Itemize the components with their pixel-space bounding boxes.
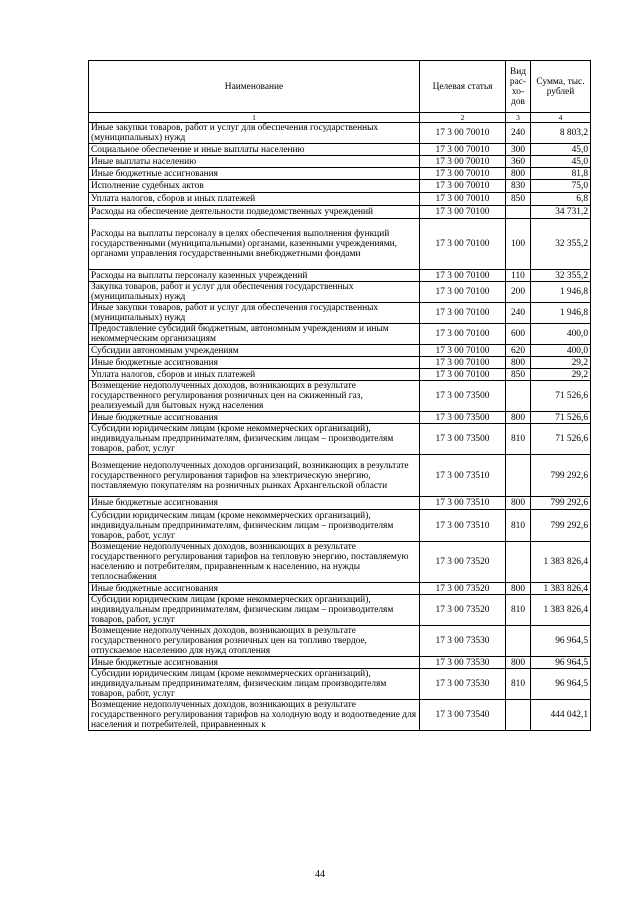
row-sum: 29,2 [531,369,591,381]
row-name: Иные бюджетные ассигнования [89,583,420,595]
row-name: Иные бюджетные ассигнования [89,497,420,510]
table-row [89,282,591,303]
header-target-item: Целевая статья [420,61,506,113]
row-expense-type: 600 [506,324,531,345]
row-expense-type: 810 [506,595,531,626]
row-sum: 1 946,8 [531,303,591,324]
row-expense-type: 850 [506,369,531,381]
row-target-item: 17 3 00 70100 [420,270,506,282]
row-expense-type [506,626,531,657]
row-name: Предоставление субсидий бюджетным, автономным учреждениям и иным некоммерческим организациям [89,324,420,345]
row-name: Уплата налогов, сборов и иных платежей [89,369,420,381]
column-number: 2 [420,113,506,123]
row-expense-type: 850 [506,193,531,206]
header-name: Наименование [89,61,420,113]
column-number: 3 [506,113,531,123]
column-number: 1 [89,113,420,123]
header-sum: Сумма, тыс. рублей [531,61,591,113]
row-sum: 1 383 826,4 [531,595,591,626]
row-expense-type: 800 [506,497,531,510]
row-sum: 400,0 [531,324,591,345]
row-target-item: 17 3 00 70010 [420,156,506,168]
table-row [89,510,591,542]
row-expense-type: 800 [506,168,531,180]
row-name: Субсидии юридическим лицам (кроме некоммерческих организаций), индивидуальным предпринимателям, физическим лицам – производителям товаров, работ, услуг [89,595,420,626]
row-expense-type: 810 [506,424,531,455]
row-target-item: 17 3 00 73510 [420,510,506,542]
table-row [89,193,591,206]
table-row [89,412,591,424]
row-sum: 799 292,6 [531,510,591,542]
row-expense-type: 620 [506,345,531,357]
row-target-item: 17 3 00 70100 [420,303,506,324]
row-expense-type: 100 [506,219,531,270]
row-expense-type: 800 [506,357,531,369]
row-target-item: 17 3 00 70010 [420,144,506,156]
row-name: Иные бюджетные ассигнования [89,357,420,369]
table-row [89,219,591,270]
row-target-item: 17 3 00 73530 [420,626,506,657]
row-sum: 96 964,5 [531,657,591,669]
row-sum: 1 946,8 [531,282,591,303]
table-row [89,168,591,180]
row-name: Субсидии юридическим лицам (кроме некоммерческих организаций), индивидуальным предпринимателям, физическим лицам производителям товаров, работ, услуг [89,669,420,700]
table-row [89,270,591,282]
table-row [89,700,591,731]
table-row [89,303,591,324]
row-name: Расходы на выплаты персоналу казенных учреждений [89,270,420,282]
table-row [89,583,591,595]
row-sum: 400,0 [531,345,591,357]
row-name: Субсидии автономным учреждениям [89,345,420,357]
row-name: Расходы на выплаты персоналу в целях обеспечения выполнения функций государственными (муниципальными) органами, казенными учреждениями, органами управления государственными внебюджетными фондами [89,219,420,270]
row-sum: 45,0 [531,156,591,168]
row-sum: 34 731,2 [531,206,591,219]
row-target-item: 17 3 00 73530 [420,669,506,700]
row-expense-type [506,700,531,731]
row-sum: 71 526,6 [531,381,591,412]
table-row [89,595,591,626]
row-expense-type: 300 [506,144,531,156]
table-row [89,542,591,583]
row-sum: 799 292,6 [531,497,591,510]
row-target-item: 17 3 00 73500 [420,424,506,455]
row-sum: 75,0 [531,180,591,193]
row-target-item: 17 3 00 70100 [420,219,506,270]
table-row [89,455,591,497]
table-row [89,357,591,369]
row-expense-type: 240 [506,123,531,144]
table-header-row [89,61,591,113]
row-name: Закупка товаров, работ и услуг для обеспечения государственных (муниципальных) нужд [89,282,420,303]
row-name: Исполнение судебных актов [89,180,420,193]
row-target-item: 17 3 00 70100 [420,206,506,219]
row-expense-type: 800 [506,657,531,669]
row-name: Субсидии юридическим лицам (кроме некоммерческих организаций), индивидуальным предпринимателям, физическим лицам – производителям товаров, работ, услуг [89,424,420,455]
row-expense-type [506,455,531,497]
table-row [89,381,591,412]
row-name: Возмещение недополученных доходов организаций, возникающих в результате государственного регулирования тарифов на электрическую энергию, поставляемую покупателям на розничных рынках Архангельской области [89,455,420,497]
row-name: Возмещение недополученных доходов, возникающих в результате государственного регулирования тарифов на холодную воду и водоотведение для населения и потребителей, приравненных к [89,700,420,731]
row-target-item: 17 3 00 73500 [420,381,506,412]
row-sum: 29,2 [531,357,591,369]
row-name: Субсидии юридическим лицам (кроме некоммерческих организаций), индивидуальным предпринимателям, физическим лицам – производителям товаров, работ, услуг [89,510,420,542]
row-name: Уплата налогов, сборов и иных платежей [89,193,420,206]
row-name: Возмещение недополученных доходов, возникающих в результате государственного регулирования тарифов на тепловую энергию, поставляемую населению и потребителям, приравненным к населению, на нужды теплоснабжения [89,542,420,583]
row-target-item: 17 3 00 73540 [420,700,506,731]
table-row [89,369,591,381]
row-sum: 71 526,6 [531,424,591,455]
row-expense-type: 110 [506,270,531,282]
row-name: Расходы на обеспечение деятельности подведомственных учреждений [89,206,420,219]
row-name: Возмещение недополученных доходов, возникающих в результате государственного регулирования розничных цен на топливо твердое, отпускаемое населению для нужд отопления [89,626,420,657]
table-row [89,156,591,168]
row-sum: 71 526,6 [531,412,591,424]
row-target-item: 17 3 00 70100 [420,282,506,303]
row-expense-type: 200 [506,282,531,303]
row-sum: 1 383 826,4 [531,542,591,583]
row-expense-type: 240 [506,303,531,324]
row-expense-type: 360 [506,156,531,168]
row-target-item: 17 3 00 73510 [420,497,506,510]
row-target-item: 17 3 00 70100 [420,357,506,369]
table-row [89,144,591,156]
row-target-item: 17 3 00 73520 [420,583,506,595]
row-name: Социальное обеспечение и иные выплаты населению [89,144,420,156]
row-name: Возмещение недополученных доходов, возникающих в результате государственного регулирования розничных цен на сжиженный газ, реализуемый для бытовых нужд населения [89,381,420,412]
row-target-item: 17 3 00 73500 [420,412,506,424]
row-expense-type: 810 [506,669,531,700]
row-target-item: 17 3 00 70100 [420,324,506,345]
table-row [89,626,591,657]
row-target-item: 17 3 00 70010 [420,123,506,144]
table-row [89,345,591,357]
row-sum: 8 803,2 [531,123,591,144]
row-expense-type: 800 [506,583,531,595]
row-sum: 81,8 [531,168,591,180]
row-sum: 96 964,5 [531,669,591,700]
table-row [89,123,591,144]
table-row [89,206,591,219]
row-sum: 32 355,2 [531,219,591,270]
row-target-item: 17 3 00 70010 [420,193,506,206]
table-row [89,424,591,455]
row-sum: 32 355,2 [531,270,591,282]
row-sum: 6,8 [531,193,591,206]
row-sum: 1 383 826,4 [531,583,591,595]
row-expense-type: 810 [506,510,531,542]
row-target-item: 17 3 00 70010 [420,180,506,193]
row-target-item: 17 3 00 70100 [420,369,506,381]
table-body [89,123,591,731]
budget-table [88,60,591,731]
row-target-item: 17 3 00 70010 [420,168,506,180]
row-sum: 799 292,6 [531,455,591,497]
row-name: Иные бюджетные ассигнования [89,412,420,424]
row-sum: 444 042,1 [531,700,591,731]
row-target-item: 17 3 00 73530 [420,657,506,669]
row-expense-type [506,542,531,583]
table-row [89,657,591,669]
page-number: 44 [315,869,325,880]
row-target-item: 17 3 00 73520 [420,595,506,626]
row-name: Иные закупки товаров, работ и услуг для обеспечения государственных (муниципальных) нужд [89,303,420,324]
row-target-item: 17 3 00 73510 [420,455,506,497]
table-row [89,669,591,700]
row-sum: 96 964,5 [531,626,591,657]
row-expense-type [506,206,531,219]
row-target-item: 17 3 00 73520 [420,542,506,583]
table-row [89,324,591,345]
row-expense-type: 800 [506,412,531,424]
row-sum: 45,0 [531,144,591,156]
row-expense-type [506,381,531,412]
column-number-row [89,113,591,123]
table-row [89,180,591,193]
column-number: 4 [531,113,591,123]
row-name: Иные бюджетные ассигнования [89,657,420,669]
row-target-item: 17 3 00 70100 [420,345,506,357]
header-expense-type: Вид рас-хо-дов [506,61,531,113]
row-name: Иные выплаты населению [89,156,420,168]
table-row [89,497,591,510]
row-name: Иные закупки товаров, работ и услуг для обеспечения государственных (муниципальных) нужд [89,123,420,144]
row-expense-type: 830 [506,180,531,193]
row-name: Иные бюджетные ассигнования [89,168,420,180]
